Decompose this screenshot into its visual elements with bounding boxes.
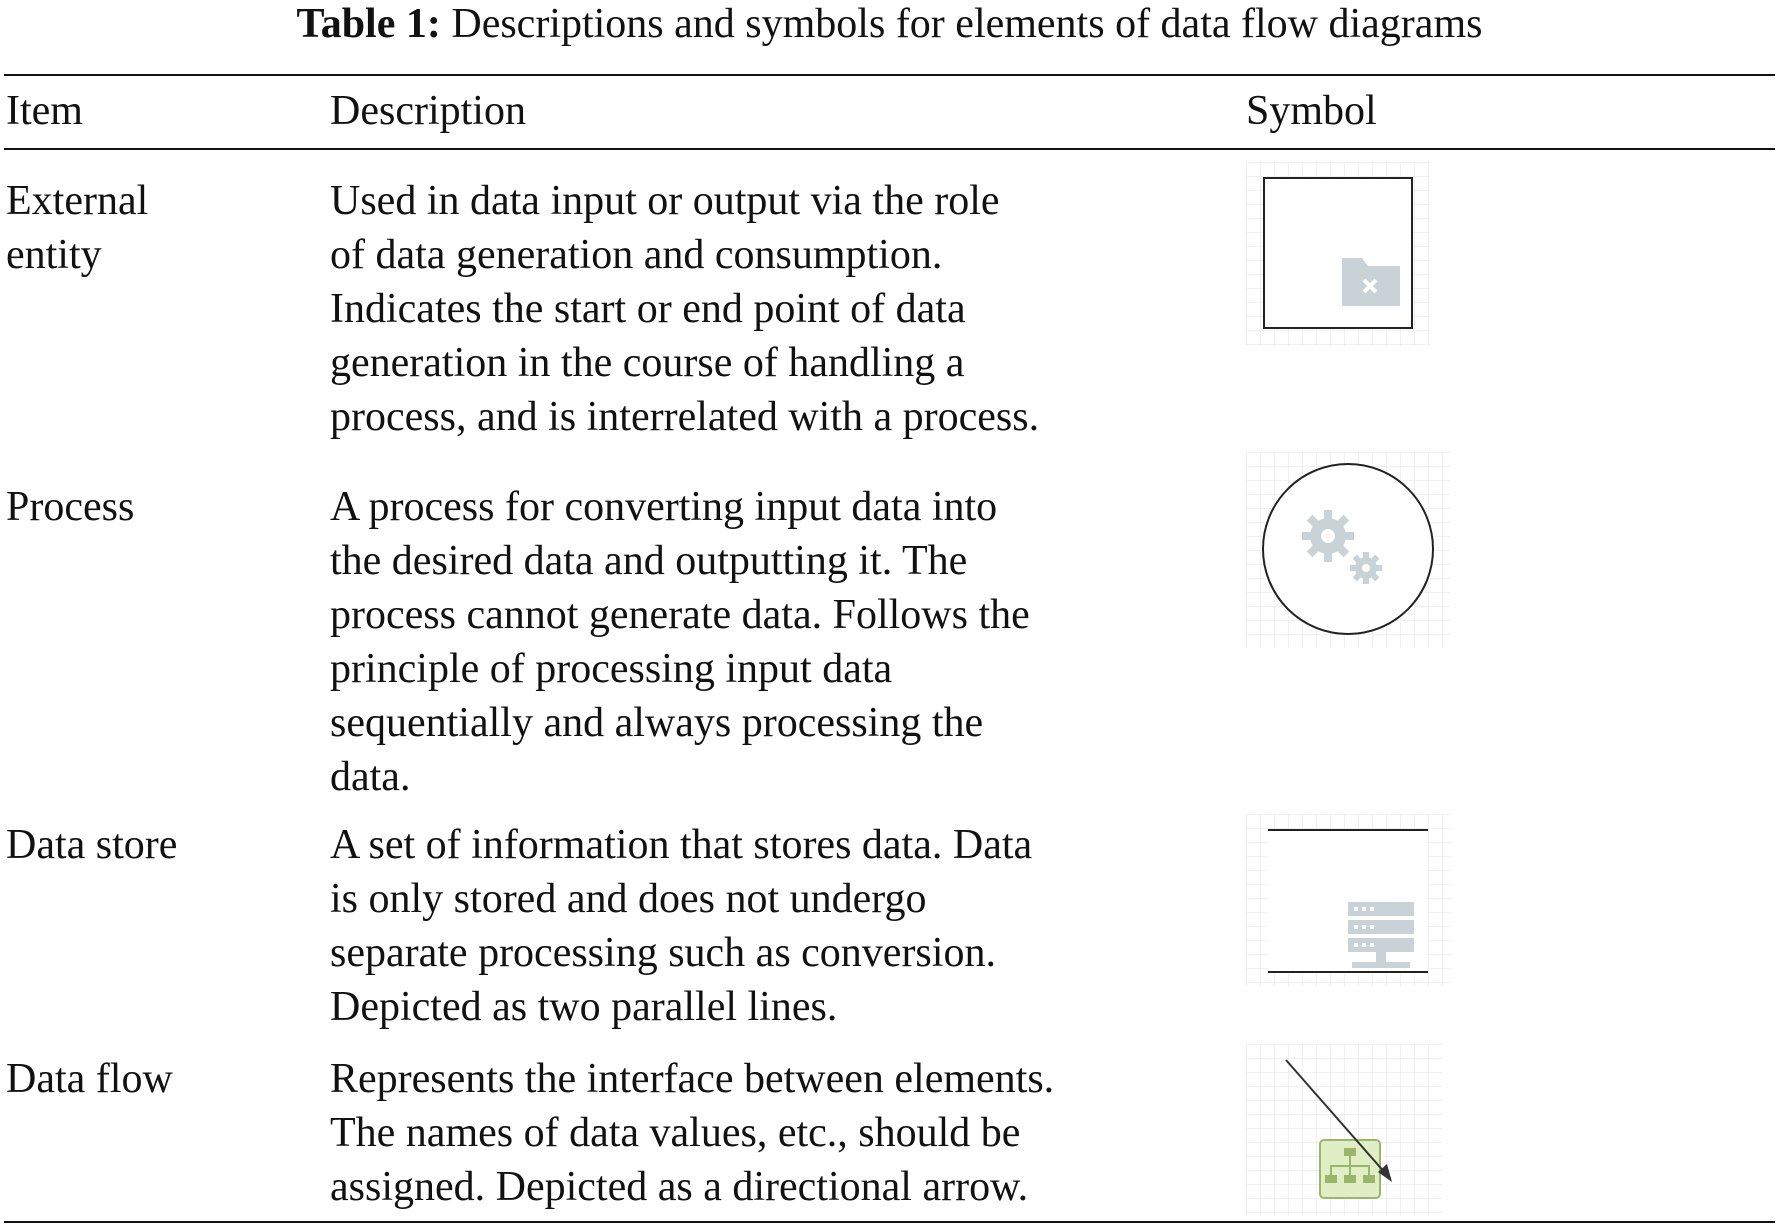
description-line: Indicates the start or end point of data [330, 286, 966, 332]
description-line: principle of processing input data [330, 646, 893, 692]
process-circle-gear-icon [1246, 452, 1450, 648]
table-top-rule [4, 74, 1775, 76]
table-caption-label: Table 1: [296, 1, 441, 47]
description-line: assigned. Depicted as a directional arrow. [330, 1164, 1029, 1210]
table-caption [0, 0, 1779, 60]
table-bottom-rule [4, 1221, 1775, 1223]
item-line: Process [6, 484, 135, 530]
description-line: process, and is interrelated with a process. [330, 394, 1040, 440]
header-item: Item [6, 88, 83, 134]
description-line: is only stored and does not undergo [330, 876, 927, 922]
item-line: entity [6, 232, 102, 278]
description-line: the desired data and outputting it. The [330, 538, 968, 584]
description-line: A set of information that stores data. Data [330, 822, 1033, 868]
external-entity-square-icon [1246, 162, 1430, 346]
table-header-rule [4, 148, 1775, 150]
table-row-data-flow-description [330, 1052, 1054, 1214]
data-store-parallel-lines-icon [1246, 814, 1452, 986]
item-line: External [6, 178, 149, 224]
description-line: generation in the course of handling a [330, 340, 965, 386]
table-row-external-entity-item [6, 174, 148, 282]
description-line: data. [330, 754, 411, 800]
description-line: Used in data input or output via the role [330, 178, 1000, 224]
table-caption-text: Descriptions and symbols for elements of data flow diagrams [451, 1, 1483, 47]
item-line: Data store [6, 822, 178, 868]
description-line: Represents the interface between elements. [330, 1056, 1055, 1102]
table-row-data-store-item [6, 818, 177, 872]
description-line: process cannot generate data. Follows the [330, 592, 1030, 638]
description-line: A process for converting input data into [330, 484, 998, 530]
data-flow-arrow-icon [1246, 1044, 1442, 1216]
table-row-process-item [6, 480, 134, 534]
item-line: Data flow [6, 1056, 173, 1102]
header-description: Description [330, 88, 526, 134]
header-symbol: Symbol [1246, 88, 1377, 134]
table-row-process-description [330, 480, 1030, 804]
description-line: The names of data values, etc., should be [330, 1110, 1021, 1156]
table-row-data-store-description [330, 818, 1032, 1034]
description-line: separate processing such as conversion. [330, 930, 996, 976]
description-line: sequentially and always processing the [330, 700, 984, 746]
table-row-data-flow-item [6, 1052, 173, 1106]
table-row-external-entity-description [330, 174, 1039, 444]
description-line: Depicted as two parallel lines. [330, 984, 838, 1030]
description-line: of data generation and consumption. [330, 232, 943, 278]
